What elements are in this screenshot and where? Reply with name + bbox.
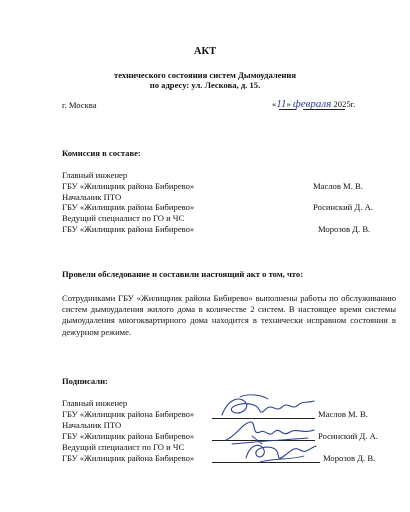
date-prefix: « [272, 99, 277, 109]
commission-line-left: Начальник ПТО [62, 192, 122, 202]
signatures-heading: Подписали: [62, 376, 108, 386]
date-month: февраля [292, 98, 332, 110]
signature-line-left: Главный инженер [62, 398, 128, 408]
commission-heading: Комиссия в составе: [62, 148, 141, 158]
commission-line-left: ГБУ «Жилищник района Бибирево» [62, 181, 195, 191]
signature-line-left: ГБУ «Жилищник района Бибирево» [62, 431, 195, 441]
date-month-underline [303, 109, 345, 110]
date-day-underline [279, 109, 296, 110]
date-mid: » [286, 99, 291, 109]
handwritten-signature-morozov [240, 438, 320, 468]
document-address: по адресу: ул. Лескова, д. 15. [149, 80, 261, 90]
date-year: 2025г. [333, 99, 356, 109]
commission-member-name: Морозов Д. В. [318, 224, 371, 234]
inspection-paragraph: Сотрудниками ГБУ «Жилищник района Бибирево» выполнены работы по обслуживанию систем дымоудаления жилого дома в количестве 2 систем. В настоящее время системы дымоудаления многоквартирного дома находится в технически исправном состоянии в дежурном режиме. [62, 293, 396, 337]
document-subtitle: технического состояния систем Дымоудаления [113, 70, 297, 80]
city: г. Москва [62, 100, 97, 110]
signature-line-left: ГБУ «Жилищник района Бибирево» [62, 453, 195, 463]
commission-line-left: ГБУ «Жилищник района Бибирево» [62, 224, 195, 234]
date [272, 99, 355, 109]
signature-member-name: Росинский Д. А. [318, 431, 378, 441]
signature-line-left: ГБУ «Жилищник района Бибирево» [62, 409, 195, 419]
commission-line-left: Ведущий специалист по ГО и ЧС [62, 213, 185, 223]
inspection-heading: Провели обследование и составили настоящий акт о том, что: [62, 269, 304, 279]
document-title: АКТ [193, 46, 217, 57]
commission-line-left: ГБУ «Жилищник района Бибирево» [62, 202, 195, 212]
commission-member-name: Росинский Д. А. [313, 202, 373, 212]
commission-member-name: Маслов М. В. [313, 181, 363, 191]
signature-member-name: Маслов М. В. [318, 409, 368, 419]
signature-member-name: Морозов Д. В. [323, 453, 376, 463]
commission-line-left: Главный инженер [62, 170, 128, 180]
signature-line-left: Ведущий специалист по ГО и ЧС [62, 442, 185, 452]
signature-line-left: Начальник ПТО [62, 420, 122, 430]
date-day: 11 [276, 98, 287, 110]
